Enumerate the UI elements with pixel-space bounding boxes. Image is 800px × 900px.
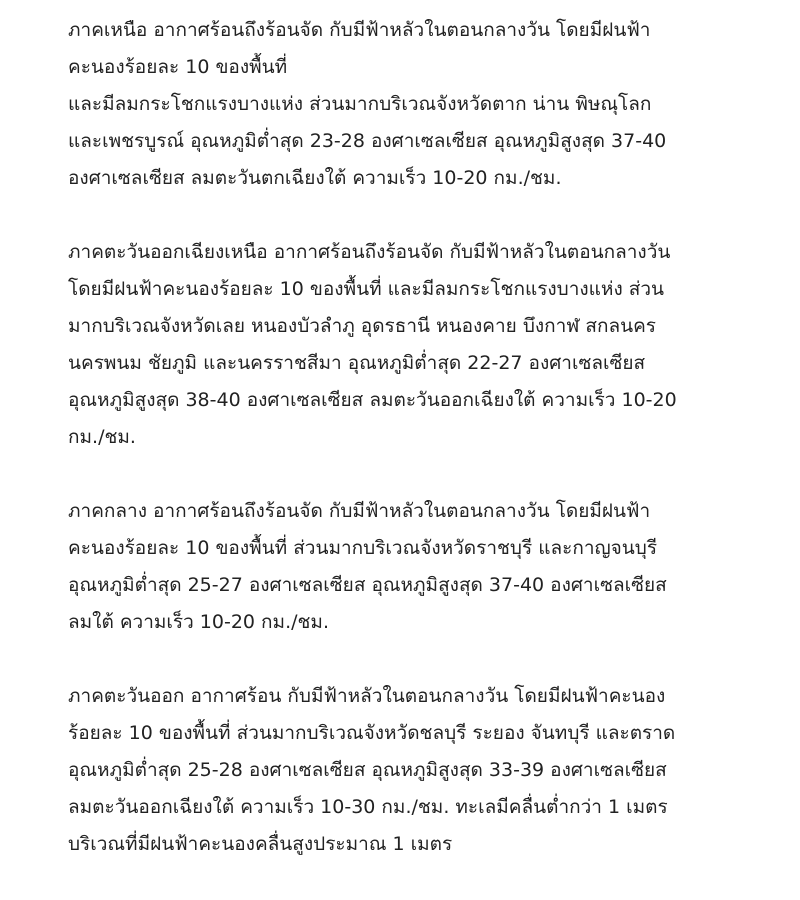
text-line: ลมตะวันออกเฉียงใต้ ความเร็ว 10-30 กม./ชม. ทะเลมีคลื่นต่ำกว่า 1 เมตร	[68, 796, 668, 818]
paragraph-north	[68, 12, 748, 197]
text-line: ร้อยละ 10 ของพื้นที่ ส่วนมากบริเวณจังหวัดชลบุรี ระยอง จันทบุรี และตราด	[68, 722, 676, 744]
text-line: บริเวณที่มีฝนฟ้าคะนองคลื่นสูงประมาณ 1 เมตร	[68, 833, 453, 855]
text-line: อุณหภูมิต่ำสุด 25-28 องศาเซลเซียส อุณหภูมิสูงสุด 33-39 องศาเซลเซียส	[68, 759, 667, 781]
text-line: ลมใต้ ความเร็ว 10-20 กม./ชม.	[68, 611, 329, 633]
text-line: องศาเซลเซียส ลมตะวันตกเฉียงใต้ ความเร็ว 10-20 กม./ชม.	[68, 167, 562, 189]
text-line: นครพนม ชัยภูมิ และนครราชสีมา อุณหภูมิต่ำสุด 22-27 องศาเซลเซียส	[68, 352, 646, 374]
paragraph-east	[68, 678, 748, 863]
text-line: ภาคตะวันออก อากาศร้อน กับมีฟ้าหลัวในตอนกลางวัน โดยมีฝนฟ้าคะนอง	[68, 685, 666, 707]
paragraph-northeast	[68, 234, 748, 456]
text-line: ภาคเหนือ อากาศร้อนถึงร้อนจัด กับมีฟ้าหลัวในตอนกลางวัน โดยมีฝนฟ้า	[68, 19, 651, 41]
text-line: คะนองร้อยละ 10 ของพื้นที่	[68, 56, 288, 78]
text-line: คะนองร้อยละ 10 ของพื้นที่ ส่วนมากบริเวณจังหวัดราชบุรี และกาญจนบุรี	[68, 537, 658, 559]
text-line: ภาคตะวันออกเฉียงเหนือ อากาศร้อนถึงร้อนจัด กับมีฟ้าหลัวในตอนกลางวัน	[68, 241, 671, 263]
text-line: อุณหภูมิต่ำสุด 25-27 องศาเซลเซียส อุณหภูมิสูงสุด 37-40 องศาเซลเซียส	[68, 574, 667, 596]
text-line: โดยมีฝนฟ้าคะนองร้อยละ 10 ของพื้นที่ และมีลมกระโชกแรงบางแห่ง ส่วน	[68, 278, 665, 300]
text-line: กม./ชม.	[68, 426, 136, 448]
text-line: และมีลมกระโชกแรงบางแห่ง ส่วนมากบริเวณจังหวัดตาก น่าน พิษณุโลก	[68, 93, 652, 115]
text-line: และเพชรบูรณ์ อุณหภูมิต่ำสุด 23-28 องศาเซลเซียส อุณหภูมิสูงสุด 37-40	[68, 130, 667, 152]
article-body	[68, 12, 748, 900]
text-line: มากบริเวณจังหวัดเลย หนองบัวลำภู อุดรธานี หนองคาย บึงกาฬ สกลนคร	[68, 315, 656, 337]
text-line: ภาคกลาง อากาศร้อนถึงร้อนจัด กับมีฟ้าหลัวในตอนกลางวัน โดยมีฝนฟ้า	[68, 500, 651, 522]
paragraph-central	[68, 493, 748, 641]
text-line: อุณหภูมิสูงสุด 38-40 องศาเซลเซียส ลมตะวันออกเฉียงใต้ ความเร็ว 10-20	[68, 389, 677, 411]
